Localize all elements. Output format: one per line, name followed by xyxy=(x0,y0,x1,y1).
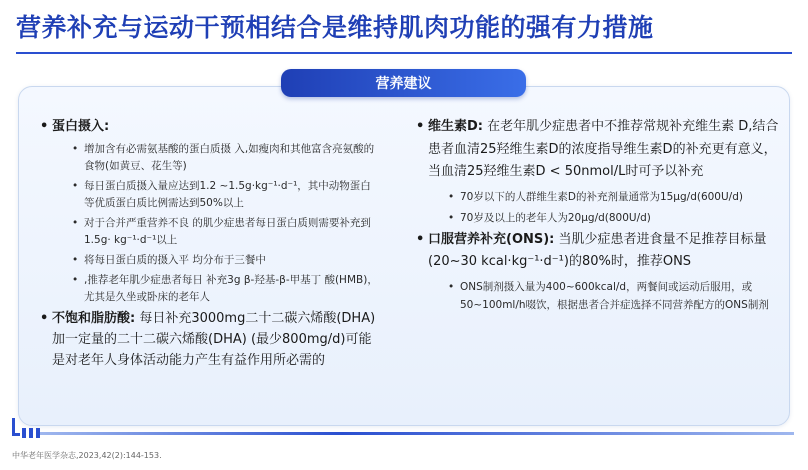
vitamin-d-label: 维生素D: xyxy=(428,119,483,134)
ons-text: 当肌少症患者进食量不足推荐目标量(20~30 kcal·kg⁻¹·d⁻¹)的80%时，推荐ONS xyxy=(428,231,767,269)
list-item: • 70岁以下的人群维生素D的补充剂量通常为15μg/d(600U/d) xyxy=(448,190,743,203)
ons-item xyxy=(416,229,786,314)
citation: 中华老年医学杂志,2023,42(2):144-153. xyxy=(12,451,162,460)
protein-intake-item xyxy=(40,116,380,306)
unsaturated-fat-label: 不饱和脂肪酸: xyxy=(52,311,136,326)
bullet: • xyxy=(416,119,425,134)
list-item: • 每日蛋白质摄入量应达到1.2 ~1.5g·kg⁻¹·d⁻¹，其中动物蛋白等优质蛋白质比例需达到50%以上 xyxy=(72,180,371,209)
protein-intake-label: 蛋白摄入: xyxy=(52,119,110,134)
list-item: • 将每日蛋白质的摄入平 均分布于三餐中 xyxy=(72,254,266,266)
ons-sub-list xyxy=(428,278,786,314)
title-divider xyxy=(16,52,792,54)
list-item: • 增加含有必需氨基酸的蛋白质摄 入,如瘦肉和其他富含亮氨酸的食物(如黄豆、花生等) xyxy=(72,143,375,172)
protein-sub-list xyxy=(52,141,380,306)
vitamin-d-text: 在老年肌少症患者中不推荐常规补充维生素 D,结合患者血清25羟维生素D的浓度指导维生素D的补充更有意义，当血清25羟维生素D < 50nmol/L时可予以补充 xyxy=(428,119,779,179)
bullet: • xyxy=(416,231,425,247)
slide-title: 营养补充与运动干预相结合是维持肌肉功能的强有力措施 xyxy=(16,13,654,42)
accent-ticks xyxy=(22,428,40,438)
panel-header: 营养建议 xyxy=(281,69,526,97)
unsaturated-fat-item xyxy=(40,308,380,371)
vitamin-d-item xyxy=(416,116,786,227)
list-item: • 对于合并严重营养不良 的肌少症患者每日蛋白质则需要补充到1.5g· kg⁻¹·d⁻¹以上 xyxy=(72,217,371,246)
list-item: • ,推荐老年肌少症患者每日 补充3g β-羟基-β-甲基丁 酸(HMB)，尤其是久坐或卧床的老年人 xyxy=(72,274,378,303)
left-column xyxy=(40,116,380,371)
bottom-accent-line xyxy=(40,432,794,435)
list-item: • ONS制剂摄入量为400~600kcal/d，两餐间或运动后服用，或50~100ml/h啜饮，根据患者合并症选择不同营养配方的ONS制剂 xyxy=(448,280,769,311)
unsaturated-fat-text: 每日补充3000mg二十二碳六烯酸(DHA)加一定量的二十二碳六烯酸(DHA) (最少800mg/d)可能是对老年人身体活动能力产生有益作用所必需的 xyxy=(52,311,376,368)
bullet: • xyxy=(40,119,49,134)
vitamin-d-sub-list xyxy=(428,188,786,227)
ons-label: 口服营养补充(ONS): xyxy=(428,231,555,247)
right-column xyxy=(416,116,786,316)
bullet: • xyxy=(40,311,49,326)
corner-accent xyxy=(12,418,20,436)
list-item: • 70岁及以上的老年人为20μg/d(800U/d) xyxy=(448,211,651,224)
